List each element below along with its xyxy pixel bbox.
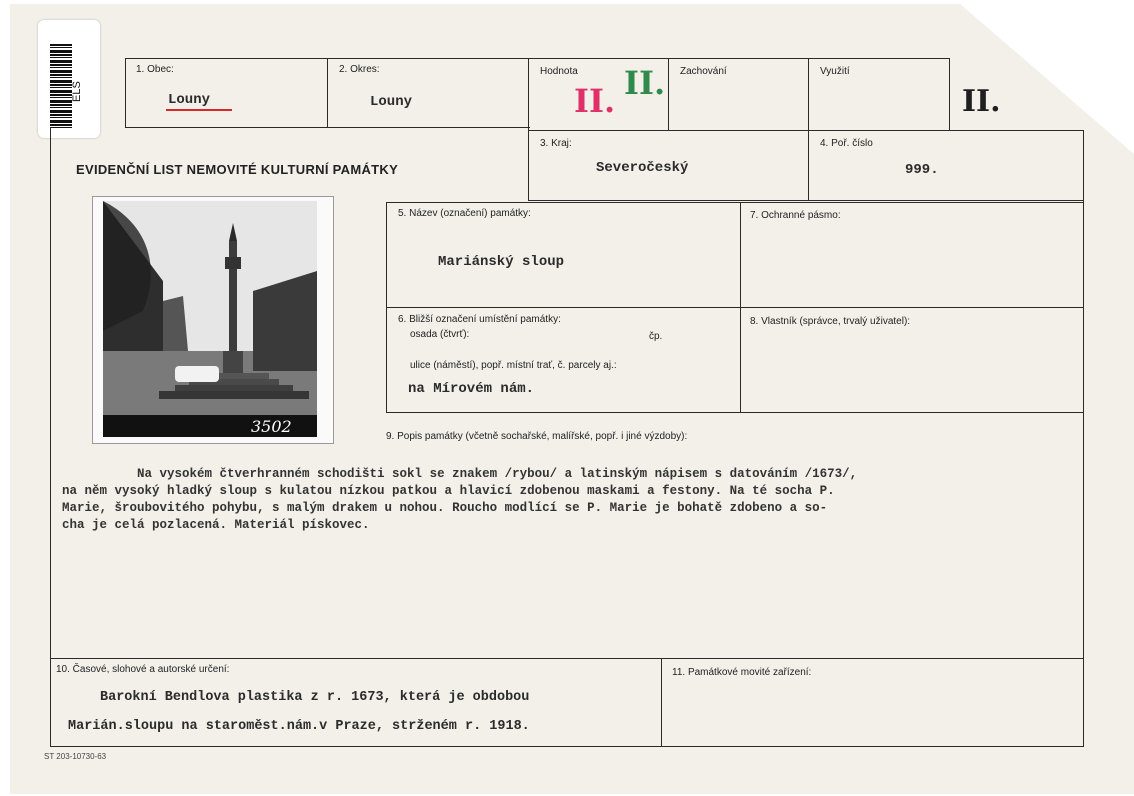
rule [949,58,950,130]
rule [1083,130,1084,747]
popis-label: 9. Popis památky (včetně sochařské, malířské, popř. i jiné výzdoby): [386,431,688,442]
por-cislo-label: 4. Poř. číslo [820,138,873,149]
photo-number: 3502 [251,417,292,436]
hodnota-label: Hodnota [540,66,578,77]
kraj-label: 3. Kraj: [540,138,572,149]
rule [528,200,1084,201]
rule [528,58,529,200]
urceni-label: 10. Časové, slohové a autorské určení: [56,664,230,675]
column-photo-icon [103,201,317,437]
photo-image [103,201,317,437]
rule [125,58,126,128]
barcode-sticker [38,20,100,138]
corner-mark: II. [962,84,1001,119]
rule [327,58,328,128]
rule [386,412,1084,413]
rule [661,658,662,746]
okres-label: 2. Okres: [339,64,380,75]
urceni-line-1: Barokní Bendlova plastika z r. 1673, která je obdobou [100,690,530,705]
rule [386,202,387,412]
barcode-icon [50,44,72,128]
osada-label: osada (čtvrť): [410,329,470,340]
form-code: ST 203-10730-63 [44,752,107,761]
urceni-line-2: Marián.sloupu na staroměst.nám.v Praze, strženém r. 1918. [68,719,530,734]
rule [50,127,51,747]
rule [386,202,1084,203]
rule [386,307,1084,308]
obec-value: Louny [168,92,211,108]
por-cislo-value: 999. [905,162,939,178]
pasmo-label: 7. Ochranné pásmo: [750,210,841,221]
rule [668,58,669,130]
rule [808,58,809,200]
cp-label: čp. [649,331,663,342]
popis-text: Na vysokém čtverhranném schodišti sokl se znakem /rybou/ a latinským nápisem s datováním /1673/, na něm vysoký hladký sloup s kulatou nízkou patkou a hlavicí zdobenou maskami a festony. Na té socha P. Marie, šroubovitého pohybu, s malým drakem u nohou. Roucho modlící se P. Marie je bohatě zdobeno a so- cha je celá pozlacená. Materiál pískovec. [62,467,858,532]
zachovani-label: Zachování [680,66,727,77]
monument-photo [92,196,334,444]
rule [740,202,741,412]
nazev-value: Mariánský sloup [438,254,565,270]
okres-value: Louny [370,94,413,110]
obec-label: 1. Obec: [136,64,174,75]
rule [50,658,1084,659]
umisteni-label: 6. Bližší označení umístění památky: [398,314,561,325]
vyuziti-label: Využití [820,66,850,77]
rule [125,58,950,59]
sticker-code: ELS [71,81,83,102]
rule [528,130,1084,131]
ulice-label: ulice (náměstí), popř. místní trať, č. parcely aj.: [410,360,617,371]
form-title: EVIDENČNÍ LIST NEMOVITÉ KULTURNÍ PAMÁTKY [76,162,399,177]
zarizeni-label: 11. Památkové movité zařízení: [672,667,812,678]
hodnota-value: II. [574,82,616,120]
ulice-value: na Mírovém nám. [408,381,535,397]
red-underline [166,109,232,111]
nazev-label: 5. Název (označení) památky: [398,208,531,219]
rule [50,746,1084,747]
hodnota-green-mark: II. [624,64,666,102]
kraj-value: Severočeský [596,160,689,176]
vlastnik-label: 8. Vlastník (správce, trvalý uživatel): [750,316,911,327]
